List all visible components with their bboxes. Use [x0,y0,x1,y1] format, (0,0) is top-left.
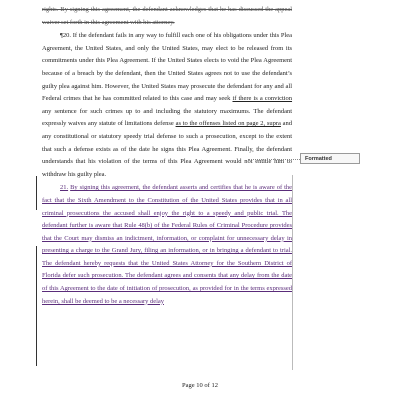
page-number-footer: Page 10 of 12 [182,382,218,389]
revision-bar [36,176,37,210]
comment-connector-line [248,159,300,161]
paragraph-21-text: By signing this agreement, the defendant asserts and certifies that he is aware of the fact that the Sixth Amendment to the Constitution of the United States provides that in all criminal prosecutions the accused shall enjoy the right to a speedy and public trial. The defendant further is aware that Rule 48(b) of the Federal Rules of Criminal Procedure provides that the Court may dismiss an indictment, information, or complaint for unnecessary delay in presenting a charge to the Grand Jury, filing an information, or in bringing a defendant to trial. The defendant hereby requests that the United States Attorney for the Southern District of Florida defer such prosecution. The defendant agrees and consents that any delay from the date of this Agreement to the date of initiation of prosecution, as provided for in the terms expressed herein, shall be deemed to be a necessary delay [42,184,293,305]
paragraph-20-number: ¶20. [60,32,71,40]
markup-margin-line [292,175,293,370]
paragraph-21-number: 21. [60,184,69,192]
inserted-text-offenses: as to the offenses listed on page 2, supra [175,120,281,128]
struck-paragraph [42,4,292,29]
formatting-comment-balloon[interactable] [300,153,360,164]
inserted-text-conviction: if there is a conviction [232,95,293,103]
comment-label: Formatted [305,156,332,162]
paragraph-20-text-b: any sentence for such crimes up to and including the statutory maximums. The defendant expressly waives any statute of limitations defense [42,107,292,128]
paragraph-20-text-c: and any constitutional or statutory speedy trial defense to such a prosecution, except to the extent that such a defense exists as of the date he signs this Plea Agreement. Finally, the defendant understands that his violation of the terms of this Plea Agreement would not entitle him to withdraw his guilty plea. [42,120,292,178]
paragraph-20-text-a: If the defendant fails in any way to fulfill each one of his obligations under this Plea Agreement, the United States, and only the United States, may elect to be released from its commitments under this Plea Agreement. If the United States elects to void the Plea Agreement because of a breach by the defendant, then the United States agrees not to use the defendant’s guilty plea against him. However, the United States may prosecute the defendant for any and all Federal crimes that he has committed related to this case and may seek [42,32,292,103]
document-body [42,4,292,309]
revision-bar [36,246,37,366]
deleted-text: rights. By signing this agreement, the defendant acknowledges that he has discussed the appeal waiver set forth in this agreement with his attorney. [42,6,292,26]
paragraph-21 [42,182,292,308]
